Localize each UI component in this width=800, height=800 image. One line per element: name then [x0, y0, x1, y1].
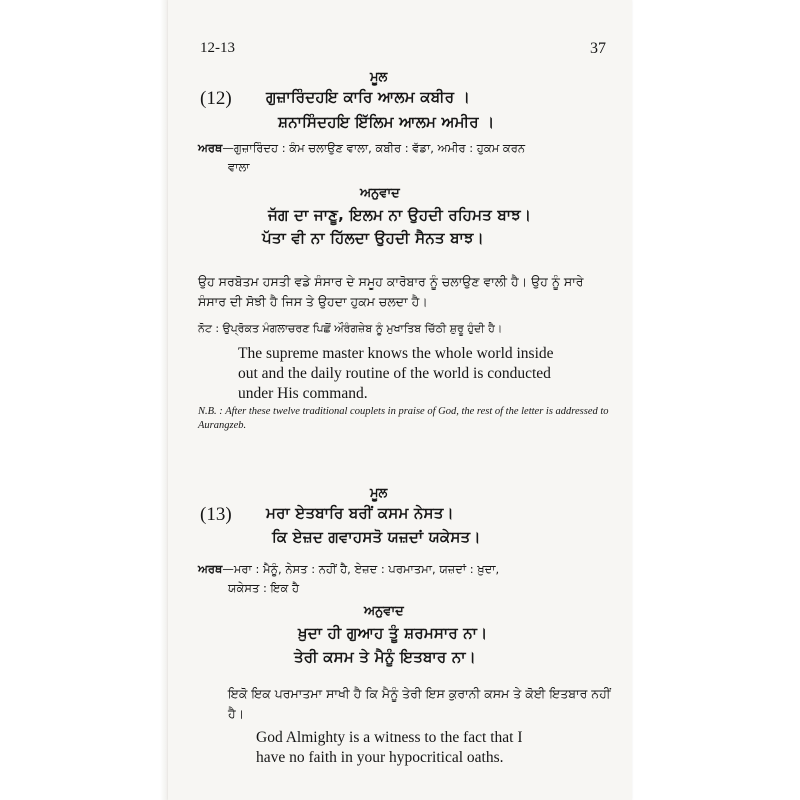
translation-verse-line: ਖ਼ੁਦਾ ਹੀ ਗੁਆਹ ਤੂੰ ਸ਼ਰਮਸਾਰ ਨਾ। — [298, 624, 488, 642]
couplet-number: (13) — [200, 504, 232, 525]
translation-verse-line: ਜੱਗ ਦਾ ਜਾਣੂ, ਇਲਮ ਨਾ ਉਹਦੀ ਰਹਿਮਤ ਬਾਝ। — [268, 206, 532, 224]
original-verse-line: ਗੁਜ਼ਾਰਿੰਦਹਇ ਕਾਰਿ ਆਲਮ ਕਬੀਰ । — [266, 88, 470, 106]
anuvad-heading: ਅਨੁਵਾਦ — [364, 604, 404, 619]
punjabi-explanation: ਉਹ ਸਰਬੋਤਮ ਹਸਤੀ ਵਡੇ ਸੰਸਾਰ ਦੇ ਸਮੂਹ ਕਾਰੋਬਾਰ ਨੂੰ ਚਲਾਉਣ ਵਾਲੀ ਹੈ। ਉਹ ਨੂੰ ਸਾਰੇ ਸੰਸਾਰ ਦੀ ਸੋਝੀ ਹੈ ਜਿਸ ਤੇ ਉਹਦਾ ਹੁਕਮ ਚਲਦਾ ਹੈ। — [198, 274, 584, 309]
page-number: 37 — [590, 40, 606, 57]
mool-heading: ਮੂਲ — [370, 70, 388, 85]
chapter-range: 12-13 — [200, 40, 235, 56]
original-verse-line: ਕਿ ਏਜ਼ਦ ਗਵਾਹਸਤੋ ਯਜ਼ਦਾਂ ਯਕੇਸਤ। — [272, 528, 481, 546]
translation-verse-line: ਤੇਰੀ ਕਸਮ ਤੇ ਮੈਨੂੰ ਇਤਬਾਰ ਨਾ। — [294, 648, 476, 666]
word-meaning-text: —ਗੁਜ਼ਾਰਿੰਦਹ : ਕੰਮ ਚਲਾਉਣ ਵਾਲਾ, ਕਬੀਰ : ਵੱਡਾ, ਅਮੀਰ : ਹੁਕਮ ਕਰਨ — [222, 141, 526, 155]
anuvad-heading: ਅਨੁਵਾਦ — [360, 186, 400, 201]
couplet-number: (12) — [200, 88, 232, 109]
mool-heading: ਮੂਲ — [370, 486, 388, 501]
book-page — [168, 0, 632, 800]
english-translation: The supreme master knows the whole world inside out and the daily routine of the world is conducted under His command. — [238, 345, 554, 402]
nb-note: N.B. : After these twelve traditional couplets in praise of God, the rest of the letter is addressed to Aurangzeb. — [198, 406, 609, 431]
translation-verse-line: ਪੱਤਾ ਵੀ ਨਾ ਹਿੱਲਦਾ ਉਹਦੀ ਸੈਨਤ ਬਾਝ। — [262, 229, 484, 247]
word-meaning-text: —ਮਰਾ : ਮੈਨੂੰ, ਨੇਸਤ : ਨਹੀਂ ਹੈ, ਏਜ਼ਦ : ਪਰਮਾਤਮਾ, ਯਜ਼ਦਾਂ : ਖ਼ੁਦਾ, — [222, 562, 500, 576]
word-meaning-continued: ਵਾਲਾ — [228, 160, 250, 174]
word-meaning-continued: ਯਕੇਸਤ : ਇਕ ਹੈ — [228, 581, 300, 595]
arth-label: ਅਰਥ — [198, 562, 223, 576]
word-meaning — [198, 141, 525, 156]
punjabi-note: ਨੋਟ : ਉਪ੍ਰੋਕਤ ਮੰਗਲਾਚਰਣ ਪਿਛੋਂ ਔਰੰਗਜ਼ੇਬ ਨੂੰ ਮੁਖਾਤਿਬ ਚਿੱਠੀ ਸ਼ੁਰੂ ਹੁੰਦੀ ਹੈ। — [198, 322, 503, 335]
word-meaning — [198, 562, 499, 577]
arth-label: ਅਰਥ — [198, 141, 223, 155]
english-translation: God Almighty is a witness to the fact that I have no faith in your hypocritical oaths. — [256, 729, 523, 766]
original-verse-line: ਸ਼ਨਾਸਿੰਦਹਇ ਇੱਲਿਮ ਆਲਮ ਅਮੀਰ । — [278, 113, 495, 131]
original-verse-line: ਮਰਾ ਏਤਬਾਰਿ ਬਰੀਂ ਕਸਮ ਨੇਸਤ। — [266, 504, 454, 522]
punjabi-explanation: ਇਕੋ ਇਕ ਪਰਮਾਤਮਾ ਸਾਖੀ ਹੈ ਕਿ ਮੈਨੂੰ ਤੇਰੀ ਇਸ ਕੁਰਾਨੀ ਕਸਮ ਤੇ ਕੋਈ ਇਤਬਾਰ ਨਹੀਂ ਹੈ। — [228, 686, 611, 721]
